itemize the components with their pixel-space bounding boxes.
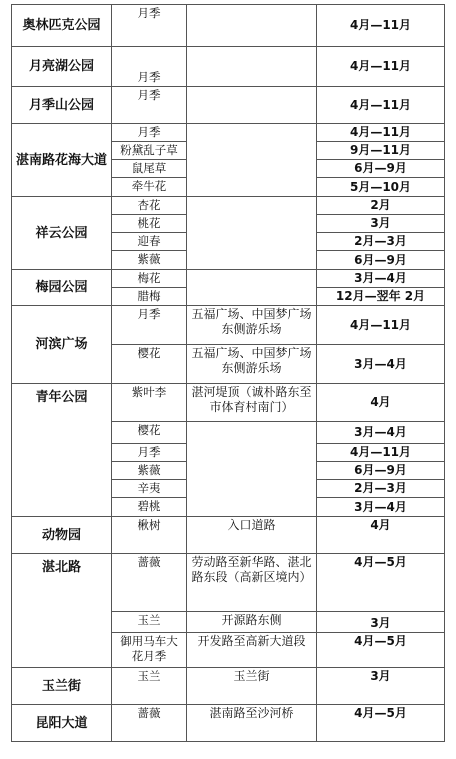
flower-cell: 牵牛花 — [112, 178, 187, 197]
period-cell: 9月—11月 — [317, 142, 445, 160]
period-cell: 4月—11月 — [317, 47, 445, 87]
period-cell: 4月—5月 — [317, 705, 445, 742]
period-cell: 4月—11月 — [317, 306, 445, 345]
flower-cell: 腊梅 — [112, 288, 187, 306]
flower-cell: 梅花 — [112, 270, 187, 288]
flower-cell: 楸树 — [112, 517, 187, 554]
period-cell: 3月—4月 — [317, 498, 445, 517]
flower-cell: 樱花 — [112, 422, 187, 444]
flower-cell: 杏花 — [112, 197, 187, 215]
period-cell: 2月 — [317, 197, 445, 215]
table-row — [12, 517, 445, 554]
period-cell: 6月—9月 — [317, 160, 445, 178]
table-row — [12, 705, 445, 742]
location-cell: 湛河堤顶（诚朴路东至市体育村南门） — [187, 384, 317, 422]
flower-cell: 紫薇 — [112, 462, 187, 480]
table-row — [12, 270, 445, 288]
flower-cell: 月季 — [112, 47, 187, 87]
place-cell: 月亮湖公园 — [12, 47, 112, 87]
location-cell — [187, 5, 317, 47]
location-cell: 劳动路至新华路、湛北路东段（高新区境内） — [187, 554, 317, 612]
flower-cell: 鼠尾草 — [112, 160, 187, 178]
period-cell: 4月—5月 — [317, 633, 445, 668]
flower-cell: 御用马车大花月季 — [112, 633, 187, 668]
flower-cell: 粉黛乱子草 — [112, 142, 187, 160]
place-cell: 青年公园 — [12, 384, 112, 517]
period-cell: 4月 — [317, 384, 445, 422]
flower-cell: 蔷薇 — [112, 705, 187, 742]
location-cell: 玉兰街 — [187, 668, 317, 705]
flower-cell: 迎春 — [112, 233, 187, 251]
flower-cell: 辛夷 — [112, 480, 187, 498]
period-cell: 3月—4月 — [317, 270, 445, 288]
table-row — [12, 124, 445, 142]
flower-cell: 紫叶李 — [112, 384, 187, 422]
place-cell: 动物园 — [12, 517, 112, 554]
flower-cell: 玉兰 — [112, 612, 187, 633]
table-row — [12, 47, 445, 87]
period-cell: 4月—11月 — [317, 124, 445, 142]
period-cell: 6月—9月 — [317, 462, 445, 480]
place-cell: 祥云公园 — [12, 197, 112, 270]
location-cell — [187, 87, 317, 124]
flower-cell: 月季 — [112, 444, 187, 462]
place-cell: 湛南路花海大道 — [12, 124, 112, 197]
period-cell: 12月—翌年 2月 — [317, 288, 445, 306]
flower-cell: 玉兰 — [112, 668, 187, 705]
table-row — [12, 5, 445, 47]
period-cell: 3月 — [317, 215, 445, 233]
flower-viewing-table — [11, 4, 445, 742]
flower-cell: 蔷薇 — [112, 554, 187, 612]
flower-cell: 月季 — [112, 5, 187, 47]
location-cell: 开发路至高新大道段 — [187, 633, 317, 668]
period-cell: 2月—3月 — [317, 233, 445, 251]
table-row — [12, 87, 445, 124]
location-cell — [187, 47, 317, 87]
flower-cell: 桃花 — [112, 215, 187, 233]
location-cell: 湛南路至沙河桥 — [187, 705, 317, 742]
period-cell: 6月—9月 — [317, 251, 445, 270]
place-cell: 昆阳大道 — [12, 705, 112, 742]
flower-cell: 月季 — [112, 87, 187, 124]
period-cell: 4月—11月 — [317, 444, 445, 462]
place-cell: 梅园公园 — [12, 270, 112, 306]
place-cell: 玉兰街 — [12, 668, 112, 705]
period-cell: 2月—3月 — [317, 480, 445, 498]
place-cell: 月季山公园 — [12, 87, 112, 124]
period-cell: 4月—11月 — [317, 5, 445, 47]
location-cell: 入口道路 — [187, 517, 317, 554]
period-cell: 3月 — [317, 668, 445, 705]
flower-cell: 碧桃 — [112, 498, 187, 517]
flower-cell: 紫薇 — [112, 251, 187, 270]
place-cell: 湛北路 — [12, 554, 112, 668]
place-cell: 河滨广场 — [12, 306, 112, 384]
flower-cell: 樱花 — [112, 345, 187, 384]
table-row — [12, 384, 445, 422]
location-cell: 五福广场、中国梦广场东侧游乐场 — [187, 306, 317, 345]
table-row — [12, 668, 445, 705]
place-cell: 奥林匹克公园 — [12, 5, 112, 47]
table-row — [12, 554, 445, 612]
flower-cell: 月季 — [112, 306, 187, 345]
period-cell: 3月 — [317, 612, 445, 633]
location-cell: 五福广场、中国梦广场东侧游乐场 — [187, 345, 317, 384]
location-cell — [187, 422, 317, 517]
location-cell — [187, 124, 317, 197]
table-row — [12, 197, 445, 215]
period-cell: 5月—10月 — [317, 178, 445, 197]
location-cell: 开源路东侧 — [187, 612, 317, 633]
period-cell: 3月—4月 — [317, 345, 445, 384]
period-cell: 4月—5月 — [317, 554, 445, 612]
table-row — [12, 306, 445, 345]
period-cell: 4月 — [317, 517, 445, 554]
period-cell: 4月—11月 — [317, 87, 445, 124]
location-cell — [187, 270, 317, 306]
location-cell — [187, 197, 317, 270]
period-cell: 3月—4月 — [317, 422, 445, 444]
flower-cell: 月季 — [112, 124, 187, 142]
